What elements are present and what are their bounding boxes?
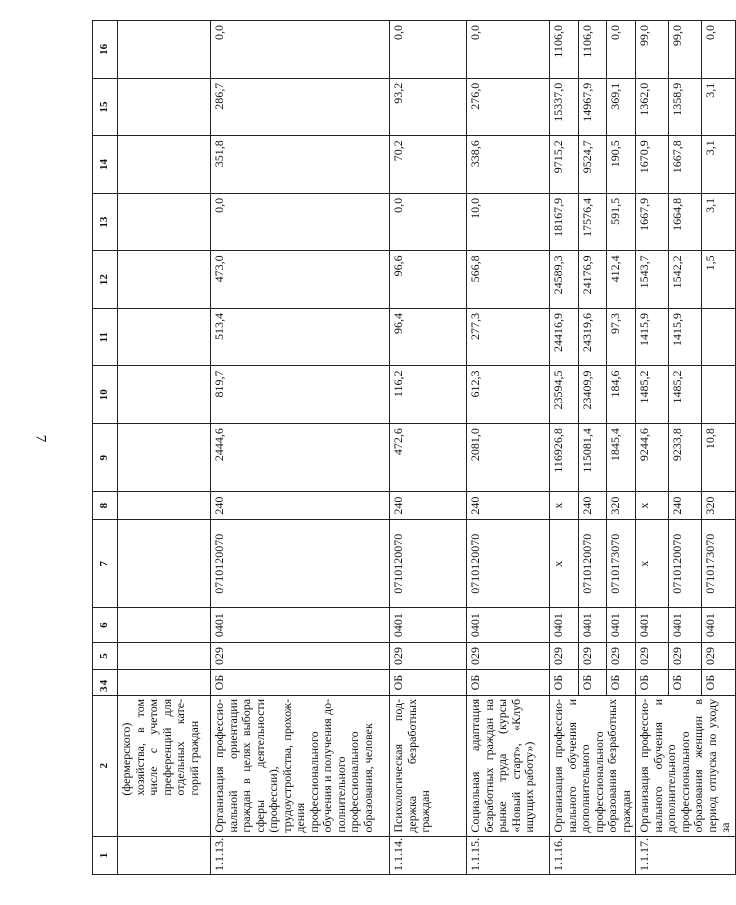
amount-c12: 24589,3 — [550, 251, 579, 309]
amount-c9: 116926,8 — [550, 424, 579, 492]
amount-c13: 0,0 — [390, 193, 467, 251]
measure-name: Организация профессионального обучения и дополнительного профессионального образования безработных граждан — [550, 695, 636, 836]
amount-c12: 24176,9 — [578, 251, 607, 309]
amount-c11: 277,3 — [467, 308, 550, 366]
amount-c14: 9715,2 — [550, 136, 579, 194]
target-article-code: 0710120070 — [467, 520, 550, 608]
grbs-code: 029 — [607, 642, 636, 670]
measure-name: Организация профессиональной ориентации граждан в целях выбора сферы деятельности (профессии), трудоустройства, прохождения профессионального обучения и получения дополнительного профессионального образования, человек — [211, 695, 390, 836]
row-number: 1.1.15. — [467, 836, 550, 874]
amount-c16: 1106,0 — [578, 21, 607, 79]
target-article-code: 0710173070 — [702, 520, 735, 608]
grbs-code: 029 — [578, 642, 607, 670]
amount-c11: 24319,6 — [578, 308, 607, 366]
column-header-13: 13 — [93, 193, 118, 251]
amount-c11: 1415,9 — [669, 308, 702, 366]
table-body — [118, 21, 736, 875]
row-number: 1.1.16. — [550, 836, 636, 874]
amount-c14: 351,8 — [211, 136, 390, 194]
column-header-2: 2 — [93, 695, 118, 836]
column-header-15: 15 — [93, 78, 118, 136]
column-header-7: 7 — [93, 520, 118, 608]
funding-source: ОБ — [607, 670, 636, 696]
table-row — [390, 21, 467, 875]
amount-c10: 23594,5 — [550, 366, 579, 424]
funding-source: ОБ — [390, 670, 467, 696]
funding-source: ОБ — [550, 670, 579, 696]
section-code: 0401 — [636, 608, 669, 642]
column-header-10: 10 — [93, 366, 118, 424]
amount-c14: 3,1 — [702, 136, 735, 194]
grbs-code: 029 — [550, 642, 579, 670]
amount-c15: 93,2 — [390, 78, 467, 136]
amount-c9: 2444,6 — [211, 424, 390, 492]
amount-c14: 338,6 — [467, 136, 550, 194]
table-row — [636, 21, 669, 875]
budget-table-rotated — [92, 20, 732, 875]
amount-c10: 116,2 — [390, 366, 467, 424]
amount-c10: 23409,9 — [578, 366, 607, 424]
continuation-row — [118, 21, 211, 875]
amount-c13: 1667,9 — [636, 193, 669, 251]
amount-c10: 1485,2 — [669, 366, 702, 424]
amount-c16: 1106,0 — [550, 21, 579, 79]
amount-c14: 70,2 — [390, 136, 467, 194]
column-header-1: 1 — [93, 836, 118, 874]
amount-c10: 819,7 — [211, 366, 390, 424]
amount-c15: 1358,9 — [669, 78, 702, 136]
section-code: 0401 — [607, 608, 636, 642]
expense-type-code: 240 — [578, 492, 607, 520]
target-article-code: 0710120070 — [669, 520, 702, 608]
amount-c15: 3,1 — [702, 78, 735, 136]
page-number: 7 — [32, 434, 49, 443]
amount-c10 — [702, 366, 735, 424]
amount-c16: 99,0 — [636, 21, 669, 79]
amount-c12: 96,6 — [390, 251, 467, 309]
amount-c15: 1362,0 — [636, 78, 669, 136]
amount-c14: 1667,8 — [669, 136, 702, 194]
table-row — [467, 21, 550, 875]
amount-c15: 369,1 — [607, 78, 636, 136]
expense-type-code: 240 — [211, 492, 390, 520]
column-header-4: 4 — [93, 670, 118, 696]
amount-c16: 0,0 — [467, 21, 550, 79]
target-article-code: 0710173070 — [607, 520, 636, 608]
amount-c13: 10,0 — [467, 193, 550, 251]
expense-type-code: x — [636, 492, 669, 520]
funding-source: ОБ — [669, 670, 702, 696]
amount-c9: 2081,0 — [467, 424, 550, 492]
funding-source: ОБ — [211, 670, 390, 696]
amount-c11 — [702, 308, 735, 366]
target-article-code: 0710120070 — [578, 520, 607, 608]
target-article-code: x — [550, 520, 579, 608]
row-number: 1.1.13. — [211, 836, 390, 874]
budget-table — [92, 20, 736, 875]
amount-c9: 472,6 — [390, 424, 467, 492]
column-header-12: 12 — [93, 251, 118, 309]
measure-name: Психологическая поддержка безработных граждан — [390, 695, 467, 836]
section-code: 0401 — [550, 608, 579, 642]
amount-c16: 0,0 — [211, 21, 390, 79]
amount-c12: 1543,7 — [636, 251, 669, 309]
grbs-code: 029 — [636, 642, 669, 670]
amount-c11: 96,4 — [390, 308, 467, 366]
amount-c12: 1,5 — [702, 251, 735, 309]
amount-c14: 9524,7 — [578, 136, 607, 194]
amount-c13: 17576,4 — [578, 193, 607, 251]
expense-type-code: 240 — [669, 492, 702, 520]
row-number: 1.1.14. — [390, 836, 467, 874]
column-header-9: 9 — [93, 424, 118, 492]
grbs-code: 029 — [211, 642, 390, 670]
amount-c13: 3,1 — [702, 193, 735, 251]
expense-type-code: 240 — [390, 492, 467, 520]
column-header-8: 8 — [93, 492, 118, 520]
measure-name: Организация профессионального обучения и дополнительного профессионального образования женщин в период отпуска по уходу за — [636, 695, 736, 836]
column-header-16: 16 — [93, 21, 118, 79]
amount-c15: 276,0 — [467, 78, 550, 136]
funding-source: ОБ — [702, 670, 735, 696]
table-row — [211, 21, 390, 875]
amount-c9: 1845,4 — [607, 424, 636, 492]
expense-type-code: 320 — [702, 492, 735, 520]
amount-c13: 0,0 — [211, 193, 390, 251]
header-row: 1 2 3 4 5 6 7 8 9 10 11 12 13 14 15 16 — [93, 21, 118, 875]
amount-c10: 1485,2 — [636, 366, 669, 424]
amount-c9: 9233,8 — [669, 424, 702, 492]
column-header-14: 14 — [93, 136, 118, 194]
amount-c12: 412,4 — [607, 251, 636, 309]
column-header-11: 11 — [93, 308, 118, 366]
table-row — [550, 21, 579, 875]
target-article-code: 0710120070 — [390, 520, 467, 608]
column-header-6: 6 — [93, 608, 118, 642]
measure-name: Социальная адаптация безработных граждан на рынке труда (курсы «Новый старт», «Клуб ищущих работу») — [467, 695, 550, 836]
amount-c13: 591,5 — [607, 193, 636, 251]
amount-c16: 0,0 — [607, 21, 636, 79]
expense-type-code: 320 — [607, 492, 636, 520]
grbs-code: 029 — [702, 642, 735, 670]
amount-c16: 0,0 — [390, 21, 467, 79]
section-code: 0401 — [669, 608, 702, 642]
amount-c9: 115081,4 — [578, 424, 607, 492]
grbs-code: 029 — [669, 642, 702, 670]
amount-c13: 18167,9 — [550, 193, 579, 251]
funding-source: ОБ — [636, 670, 669, 696]
section-code: 0401 — [467, 608, 550, 642]
amount-c16: 99,0 — [669, 21, 702, 79]
amount-c14: 190,5 — [607, 136, 636, 194]
expense-type-code: 240 — [467, 492, 550, 520]
amount-c11: 24416,9 — [550, 308, 579, 366]
amount-c14: 1670,9 — [636, 136, 669, 194]
section-code: 0401 — [578, 608, 607, 642]
amount-c11: 513,4 — [211, 308, 390, 366]
section-code: 0401 — [211, 608, 390, 642]
amount-c12: 473,0 — [211, 251, 390, 309]
amount-c15: 14967,9 — [578, 78, 607, 136]
section-code: 0401 — [702, 608, 735, 642]
section-code: 0401 — [390, 608, 467, 642]
funding-source: ОБ — [578, 670, 607, 696]
amount-c13: 1664,8 — [669, 193, 702, 251]
amount-c16: 0,0 — [702, 21, 735, 79]
amount-c9: 9244,6 — [636, 424, 669, 492]
amount-c15: 15337,0 — [550, 78, 579, 136]
amount-c11: 97,3 — [607, 308, 636, 366]
row-number: 1.1.17. — [636, 836, 736, 874]
amount-c12: 566,8 — [467, 251, 550, 309]
amount-c12: 1542,2 — [669, 251, 702, 309]
column-header-5: 5 — [93, 642, 118, 670]
grbs-code: 029 — [390, 642, 467, 670]
amount-c11: 1415,9 — [636, 308, 669, 366]
amount-c9: 10,8 — [702, 424, 735, 492]
target-article-code: x — [636, 520, 669, 608]
amount-c10: 184,6 — [607, 366, 636, 424]
expense-type-code: x — [550, 492, 579, 520]
target-article-code: 0710120070 — [211, 520, 390, 608]
amount-c15: 286,7 — [211, 78, 390, 136]
funding-source: ОБ — [467, 670, 550, 696]
grbs-code: 029 — [467, 642, 550, 670]
amount-c10: 612,3 — [467, 366, 550, 424]
continuation-text: (фермерского) хозяйства, в том числе с учетом преференций для отдельных категорий граждан — [118, 695, 211, 836]
